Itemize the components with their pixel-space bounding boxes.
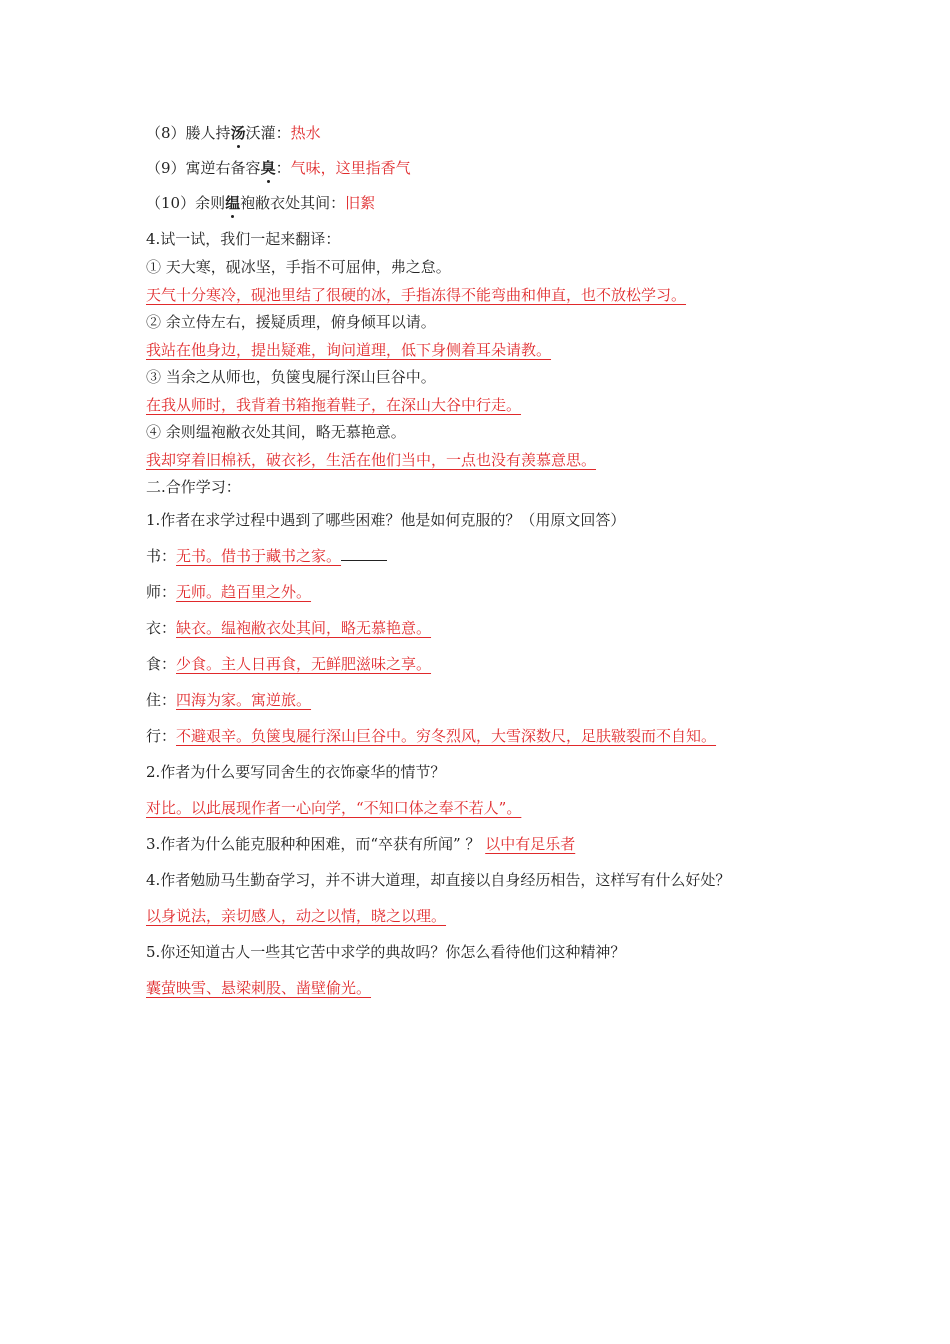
vocab-number: （10） — [146, 194, 196, 212]
answer-3: 以中有足乐者 — [485, 835, 576, 853]
answer-row-book — [146, 546, 387, 566]
answer-row-food — [146, 654, 431, 674]
answer-5: 囊萤映雪、悬梁刺股、凿壁偷光。 — [146, 979, 372, 997]
answer-4: 以身说法，亲切感人，动之以情，晓之以理。 — [146, 907, 447, 925]
vocab-item-8 — [146, 123, 321, 143]
row-answer: 无书。借书于藏书之家。 — [176, 547, 342, 565]
vocab-text-pre: 余则 — [195, 194, 226, 212]
row-answer: 无师。趋百里之外。 — [176, 583, 312, 601]
row-label: 食： — [146, 655, 177, 673]
translate-answer-4: 我却穿着旧棉袄，破衣衫，生活在他们当中，一点也没有羡慕意思。 — [146, 451, 597, 469]
translate-source-1: ① 天大寒，砚冰坚，手指不可屈伸，弗之怠。 — [146, 258, 451, 276]
question-1: 1.作者在求学过程中遇到了哪些困难？他是如何克服的？（用原文回答） — [146, 511, 626, 529]
row-answer: 不避艰辛。负箧曳屣行深山巨谷中。穷冬烈风，大雪深数尺，足肤皲裂而不自知。 — [176, 727, 717, 745]
row-answer: 少食。主人日再食，无鲜肥滋味之享。 — [176, 655, 432, 673]
vocab-answer: 热水 — [290, 124, 321, 142]
row-answer: 缺衣。缊袍敝衣处其间，略无慕艳意。 — [176, 619, 432, 637]
vocab-text-post: 沃灌： — [245, 124, 291, 142]
vocab-keyword: 缊 — [225, 194, 241, 212]
row-label: 师： — [146, 583, 177, 601]
answer-row-teacher — [146, 582, 311, 602]
question-5: 5.你还知道古人一些其它苦中求学的典故吗？你怎么看待他们这种精神？ — [146, 943, 626, 961]
vocab-answer: 气味，这里指香气 — [290, 159, 411, 177]
row-label: 行： — [146, 727, 177, 745]
blank-line — [341, 546, 387, 561]
row-label: 书： — [146, 547, 177, 565]
row-answer: 四海为家。寓逆旅。 — [176, 691, 312, 709]
question-4: 4.作者勉励马生勤奋学习，并不讲大道理，却直接以自身经历相告，这样写有什么好处？ — [146, 871, 731, 889]
translate-answer-1: 天气十分寒冷，砚池里结了很硬的冰，手指冻得不能弯曲和伸直，也不放松学习。 — [146, 286, 687, 304]
question-2: 2.作者为什么要写同舍生的衣饰豪华的情节？ — [146, 763, 446, 781]
translate-heading: 4.试一试，我们一起来翻译： — [146, 230, 341, 248]
vocab-text-pre: 媵人持 — [185, 124, 231, 142]
vocab-text-post: 袍敝衣处其间： — [240, 194, 346, 212]
translate-source-2: ② 余立侍左右，援疑质理，俯身倾耳以请。 — [146, 313, 436, 331]
question-3: 3.作者为什么能克服种种困难，而“卒获有所闻” ？ — [146, 835, 481, 853]
answer-row-clothing — [146, 618, 431, 638]
vocab-item-9 — [146, 158, 411, 178]
question-3-row — [146, 834, 575, 854]
translate-source-3: ③ 当余之从师也，负箧曳屣行深山巨谷中。 — [146, 368, 436, 386]
vocab-item-10 — [146, 193, 375, 213]
vocab-number: （8） — [146, 124, 186, 142]
vocab-answer: 旧絮 — [345, 194, 376, 212]
vocab-number: （9） — [146, 159, 186, 177]
vocab-text-pre: 寓逆右备容 — [185, 159, 261, 177]
answer-row-travel — [146, 726, 716, 746]
answer-row-lodging — [146, 690, 311, 710]
vocab-text-post: ： — [275, 159, 291, 177]
section-heading: 二.合作学习： — [146, 478, 241, 496]
translate-source-4: ④ 余则缊袍敝衣处其间，略无慕艳意。 — [146, 423, 406, 441]
translate-answer-2: 我站在他身边，提出疑难，询问道理，低下身侧着耳朵请教。 — [146, 341, 552, 359]
translate-answer-3: 在我从师时，我背着书箱拖着鞋子，在深山大谷中行走。 — [146, 396, 522, 414]
row-label: 住： — [146, 691, 177, 709]
row-label: 衣： — [146, 619, 177, 637]
answer-2: 对比。以此展现作者一心向学，“不知口体之奉不若人”。 — [146, 799, 522, 817]
vocab-keyword: 臭 — [260, 159, 276, 177]
vocab-keyword: 汤 — [230, 124, 246, 142]
